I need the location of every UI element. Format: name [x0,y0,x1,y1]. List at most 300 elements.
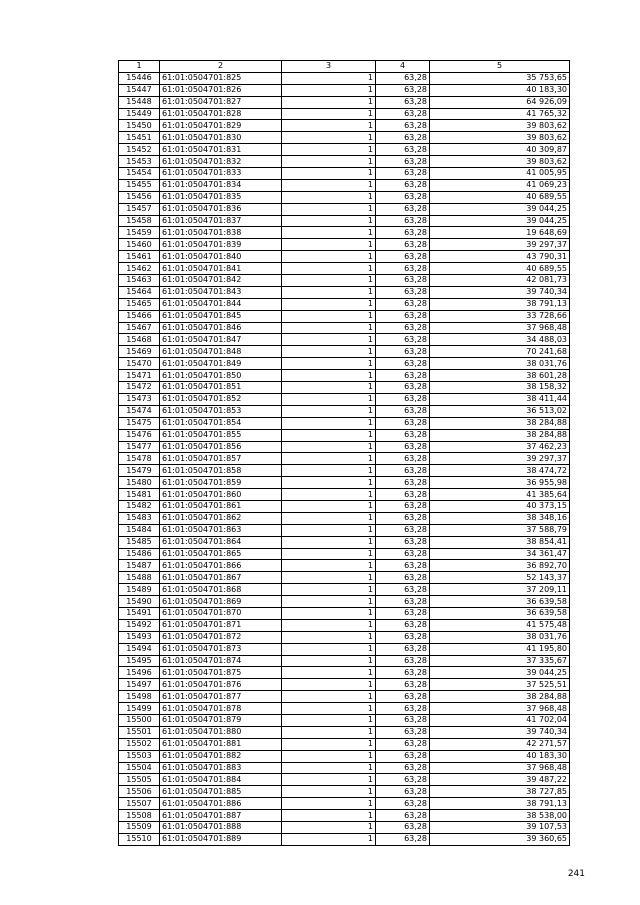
table-row [119,465,570,477]
table-row [119,298,570,310]
cadastral-number-cell: 61:01:0504701:828 [160,108,282,120]
row-number-cell: 15449 [119,108,160,120]
table-row [119,655,570,667]
cadastral-number-cell: 61:01:0504701:884 [160,774,282,786]
value-cell: 41 385,64 [430,489,570,501]
rate-cell: 63,28 [376,239,430,251]
table-header [119,61,570,73]
cadastral-number-cell: 61:01:0504701:846 [160,322,282,334]
row-number-cell: 15507 [119,798,160,810]
cadastral-number-cell: 61:01:0504701:847 [160,334,282,346]
value-cell: 36 639,58 [430,607,570,619]
table-row [119,108,570,120]
cadastral-number-cell: 61:01:0504701:870 [160,607,282,619]
value-cell: 36 955,98 [430,477,570,489]
row-number-cell: 15476 [119,429,160,441]
quantity-cell: 1 [282,798,376,810]
rate-cell: 63,28 [376,500,430,512]
quantity-cell: 1 [282,667,376,679]
cadastral-number-cell: 61:01:0504701:851 [160,382,282,394]
quantity-cell: 1 [282,393,376,405]
cadastral-number-cell: 61:01:0504701:868 [160,584,282,596]
rate-cell: 63,28 [376,691,430,703]
value-cell: 38 031,76 [430,358,570,370]
rate-cell: 63,28 [376,619,430,631]
cadastral-number-cell: 61:01:0504701:850 [160,370,282,382]
cadastral-number-cell: 61:01:0504701:876 [160,679,282,691]
quantity-cell: 1 [282,72,376,84]
quantity-cell: 1 [282,405,376,417]
table-row [119,512,570,524]
row-number-cell: 15446 [119,72,160,84]
row-number-cell: 15457 [119,203,160,215]
row-number-cell: 15501 [119,726,160,738]
quantity-cell: 1 [282,298,376,310]
rate-cell: 63,28 [376,429,430,441]
rate-cell: 63,28 [376,405,430,417]
quantity-cell: 1 [282,596,376,608]
table-row [119,584,570,596]
row-number-cell: 15497 [119,679,160,691]
header-cell-1: 1 [119,61,160,73]
table-body [119,72,570,845]
cadastral-number-cell: 61:01:0504701:881 [160,738,282,750]
cadastral-number-cell: 61:01:0504701:867 [160,572,282,584]
cadastral-number-cell: 61:01:0504701:866 [160,560,282,572]
rate-cell: 63,28 [376,168,430,180]
table-row [119,275,570,287]
quantity-cell: 1 [282,144,376,156]
quantity-cell: 1 [282,489,376,501]
table-row [119,239,570,251]
row-number-cell: 15493 [119,631,160,643]
table-row [119,417,570,429]
cadastral-number-cell: 61:01:0504701:827 [160,96,282,108]
table-row [119,227,570,239]
cadastral-number-cell: 61:01:0504701:858 [160,465,282,477]
row-number-cell: 15496 [119,667,160,679]
rate-cell: 63,28 [376,144,430,156]
rate-cell: 63,28 [376,477,430,489]
table-row [119,560,570,572]
quantity-cell: 1 [282,750,376,762]
quantity-cell: 1 [282,512,376,524]
quantity-cell: 1 [282,286,376,298]
row-number-cell: 15502 [119,738,160,750]
value-cell: 37 209,11 [430,584,570,596]
table-row [119,370,570,382]
rate-cell: 63,28 [376,370,430,382]
cadastral-number-cell: 61:01:0504701:882 [160,750,282,762]
value-cell: 37 588,79 [430,524,570,536]
quantity-cell: 1 [282,310,376,322]
table-row [119,191,570,203]
value-cell: 40 373,15 [430,500,570,512]
table-row [119,619,570,631]
cadastral-number-cell: 61:01:0504701:859 [160,477,282,489]
header-cell-5: 5 [430,61,570,73]
rate-cell: 63,28 [376,750,430,762]
value-cell: 39 297,37 [430,239,570,251]
table-row [119,703,570,715]
row-number-cell: 15459 [119,227,160,239]
cadastral-number-cell: 61:01:0504701:886 [160,798,282,810]
table-row [119,120,570,132]
table-row [119,810,570,822]
quantity-cell: 1 [282,215,376,227]
value-cell: 41 575,48 [430,619,570,631]
rate-cell: 63,28 [376,453,430,465]
cadastral-number-cell: 61:01:0504701:888 [160,822,282,834]
value-cell: 38 854,41 [430,536,570,548]
cadastral-number-cell: 61:01:0504701:849 [160,358,282,370]
rate-cell: 63,28 [376,215,430,227]
table-row [119,286,570,298]
table-row [119,822,570,834]
table-row [119,96,570,108]
quantity-cell: 1 [282,572,376,584]
table-row [119,393,570,405]
cadastral-number-cell: 61:01:0504701:852 [160,393,282,405]
value-cell: 38 284,88 [430,429,570,441]
cadastral-number-cell: 61:01:0504701:887 [160,810,282,822]
row-number-cell: 15453 [119,156,160,168]
value-cell: 36 892,70 [430,560,570,572]
row-number-cell: 15460 [119,239,160,251]
row-number-cell: 15483 [119,512,160,524]
rate-cell: 63,28 [376,536,430,548]
value-cell: 38 031,76 [430,631,570,643]
row-number-cell: 15503 [119,750,160,762]
table-row [119,667,570,679]
cadastral-number-cell: 61:01:0504701:836 [160,203,282,215]
quantity-cell: 1 [282,714,376,726]
cadastral-number-cell: 61:01:0504701:880 [160,726,282,738]
table-row [119,441,570,453]
value-cell: 42 081,73 [430,275,570,287]
rate-cell: 63,28 [376,393,430,405]
table-row [119,477,570,489]
cadastral-number-cell: 61:01:0504701:825 [160,72,282,84]
row-number-cell: 15486 [119,548,160,560]
rate-cell: 63,28 [376,738,430,750]
table-row [119,322,570,334]
rate-cell: 63,28 [376,667,430,679]
cadastral-number-cell: 61:01:0504701:877 [160,691,282,703]
rate-cell: 63,28 [376,96,430,108]
row-number-cell: 15458 [119,215,160,227]
cadastral-number-cell: 61:01:0504701:834 [160,179,282,191]
rate-cell: 63,28 [376,548,430,560]
value-cell: 42 271,57 [430,738,570,750]
quantity-cell: 1 [282,643,376,655]
row-number-cell: 15470 [119,358,160,370]
table-row [119,679,570,691]
value-cell: 38 284,88 [430,691,570,703]
quantity-cell: 1 [282,441,376,453]
rate-cell: 63,28 [376,84,430,96]
rate-cell: 63,28 [376,441,430,453]
row-number-cell: 15489 [119,584,160,596]
header-cell-4: 4 [376,61,430,73]
value-cell: 37 525,51 [430,679,570,691]
row-number-cell: 15504 [119,762,160,774]
row-number-cell: 15481 [119,489,160,501]
table-row [119,382,570,394]
value-cell: 38 601,28 [430,370,570,382]
value-cell: 39 740,34 [430,286,570,298]
value-cell: 39 360,65 [430,833,570,845]
row-number-cell: 15452 [119,144,160,156]
rate-cell: 63,28 [376,774,430,786]
table-row [119,536,570,548]
row-number-cell: 15509 [119,822,160,834]
table-row [119,179,570,191]
rate-cell: 63,28 [376,607,430,619]
row-number-cell: 15490 [119,596,160,608]
rate-cell: 63,28 [376,346,430,358]
table-row [119,798,570,810]
row-number-cell: 15482 [119,500,160,512]
row-number-cell: 15494 [119,643,160,655]
cadastral-number-cell: 61:01:0504701:831 [160,144,282,156]
rate-cell: 63,28 [376,156,430,168]
table-row [119,156,570,168]
quantity-cell: 1 [282,168,376,180]
rate-cell: 63,28 [376,334,430,346]
cadastral-number-cell: 61:01:0504701:839 [160,239,282,251]
cadastral-number-cell: 61:01:0504701:832 [160,156,282,168]
value-cell: 37 968,48 [430,703,570,715]
value-cell: 41 195,80 [430,643,570,655]
table-row [119,572,570,584]
quantity-cell: 1 [282,417,376,429]
rate-cell: 63,28 [376,251,430,263]
value-cell: 37 335,67 [430,655,570,667]
row-number-cell: 15463 [119,275,160,287]
table-row [119,346,570,358]
cadastral-number-cell: 61:01:0504701:879 [160,714,282,726]
table-row [119,607,570,619]
cadastral-number-cell: 61:01:0504701:860 [160,489,282,501]
quantity-cell: 1 [282,132,376,144]
table-row [119,691,570,703]
quantity-cell: 1 [282,679,376,691]
quantity-cell: 1 [282,524,376,536]
row-number-cell: 15492 [119,619,160,631]
cadastral-number-cell: 61:01:0504701:838 [160,227,282,239]
value-cell: 40 309,87 [430,144,570,156]
value-cell: 39 803,62 [430,132,570,144]
quantity-cell: 1 [282,548,376,560]
rate-cell: 63,28 [376,465,430,477]
value-cell: 38 727,85 [430,786,570,798]
row-number-cell: 15465 [119,298,160,310]
rate-cell: 63,28 [376,310,430,322]
page-number: 241 [567,869,585,879]
row-number-cell: 15473 [119,393,160,405]
quantity-cell: 1 [282,96,376,108]
table-row [119,714,570,726]
quantity-cell: 1 [282,346,376,358]
value-cell: 39 803,62 [430,120,570,132]
header-cell-2: 2 [160,61,282,73]
value-cell: 41 702,04 [430,714,570,726]
value-cell: 40 183,30 [430,84,570,96]
cadastral-number-cell: 61:01:0504701:844 [160,298,282,310]
rate-cell: 63,28 [376,358,430,370]
value-cell: 38 791,13 [430,298,570,310]
cadastral-number-cell: 61:01:0504701:855 [160,429,282,441]
quantity-cell: 1 [282,786,376,798]
quantity-cell: 1 [282,429,376,441]
row-number-cell: 15456 [119,191,160,203]
value-cell: 34 361,47 [430,548,570,560]
table-row [119,144,570,156]
value-cell: 39 044,25 [430,667,570,679]
value-cell: 38 474,72 [430,465,570,477]
rate-cell: 63,28 [376,679,430,691]
table-row [119,429,570,441]
table-row [119,762,570,774]
cadastral-number-cell: 61:01:0504701:842 [160,275,282,287]
quantity-cell: 1 [282,275,376,287]
table-row [119,358,570,370]
value-cell: 35 753,65 [430,72,570,84]
rate-cell: 63,28 [376,822,430,834]
cadastral-table [118,60,570,846]
quantity-cell: 1 [282,726,376,738]
rate-cell: 63,28 [376,584,430,596]
quantity-cell: 1 [282,239,376,251]
cadastral-number-cell: 61:01:0504701:848 [160,346,282,358]
table-row [119,263,570,275]
value-cell: 52 143,37 [430,572,570,584]
cadastral-number-cell: 61:01:0504701:889 [160,833,282,845]
value-cell: 39 487,22 [430,774,570,786]
row-number-cell: 15471 [119,370,160,382]
row-number-cell: 15508 [119,810,160,822]
rate-cell: 63,28 [376,833,430,845]
table-row [119,750,570,762]
quantity-cell: 1 [282,560,376,572]
quantity-cell: 1 [282,322,376,334]
value-cell: 41 069,23 [430,179,570,191]
value-cell: 38 284,88 [430,417,570,429]
rate-cell: 63,28 [376,560,430,572]
cadastral-number-cell: 61:01:0504701:845 [160,310,282,322]
table-row [119,405,570,417]
row-number-cell: 15467 [119,322,160,334]
value-cell: 40 689,55 [430,191,570,203]
row-number-cell: 15464 [119,286,160,298]
row-number-cell: 15466 [119,310,160,322]
quantity-cell: 1 [282,619,376,631]
rate-cell: 63,28 [376,263,430,275]
row-number-cell: 15462 [119,263,160,275]
cadastral-number-cell: 61:01:0504701:835 [160,191,282,203]
value-cell: 39 803,62 [430,156,570,168]
row-number-cell: 15510 [119,833,160,845]
table-row [119,203,570,215]
quantity-cell: 1 [282,370,376,382]
table-row [119,524,570,536]
row-number-cell: 15468 [119,334,160,346]
table-row [119,453,570,465]
table-row [119,548,570,560]
table-row [119,500,570,512]
cadastral-number-cell: 61:01:0504701:840 [160,251,282,263]
row-number-cell: 15506 [119,786,160,798]
value-cell: 38 791,13 [430,798,570,810]
cadastral-number-cell: 61:01:0504701:830 [160,132,282,144]
rate-cell: 63,28 [376,132,430,144]
table-row [119,215,570,227]
quantity-cell: 1 [282,251,376,263]
quantity-cell: 1 [282,108,376,120]
rate-cell: 63,28 [376,108,430,120]
table-row [119,643,570,655]
value-cell: 37 968,48 [430,762,570,774]
row-number-cell: 15455 [119,179,160,191]
rate-cell: 63,28 [376,298,430,310]
value-cell: 40 689,55 [430,263,570,275]
value-cell: 43 790,31 [430,251,570,263]
cadastral-number-cell: 61:01:0504701:837 [160,215,282,227]
quantity-cell: 1 [282,607,376,619]
cadastral-number-cell: 61:01:0504701:857 [160,453,282,465]
table-row [119,596,570,608]
quantity-cell: 1 [282,833,376,845]
table-row [119,168,570,180]
rate-cell: 63,28 [376,786,430,798]
table-row [119,774,570,786]
row-number-cell: 15479 [119,465,160,477]
rate-cell: 63,28 [376,322,430,334]
table-row [119,489,570,501]
cadastral-number-cell: 61:01:0504701:853 [160,405,282,417]
row-number-cell: 15469 [119,346,160,358]
table-row [119,738,570,750]
table-row [119,310,570,322]
value-cell: 36 639,58 [430,596,570,608]
rate-cell: 63,28 [376,703,430,715]
table-row [119,251,570,263]
value-cell: 37 968,48 [430,322,570,334]
rate-cell: 63,28 [376,714,430,726]
quantity-cell: 1 [282,382,376,394]
cadastral-number-cell: 61:01:0504701:861 [160,500,282,512]
row-number-cell: 15474 [119,405,160,417]
table-row [119,132,570,144]
cadastral-number-cell: 61:01:0504701:864 [160,536,282,548]
quantity-cell: 1 [282,822,376,834]
cadastral-number-cell: 61:01:0504701:829 [160,120,282,132]
rate-cell: 63,28 [376,191,430,203]
rate-cell: 63,28 [376,72,430,84]
row-number-cell: 15484 [119,524,160,536]
quantity-cell: 1 [282,584,376,596]
value-cell: 19 648,69 [430,227,570,239]
row-number-cell: 15499 [119,703,160,715]
quantity-cell: 1 [282,465,376,477]
quantity-cell: 1 [282,655,376,667]
rate-cell: 63,28 [376,512,430,524]
row-number-cell: 15477 [119,441,160,453]
table-row [119,334,570,346]
quantity-cell: 1 [282,500,376,512]
row-number-cell: 15448 [119,96,160,108]
